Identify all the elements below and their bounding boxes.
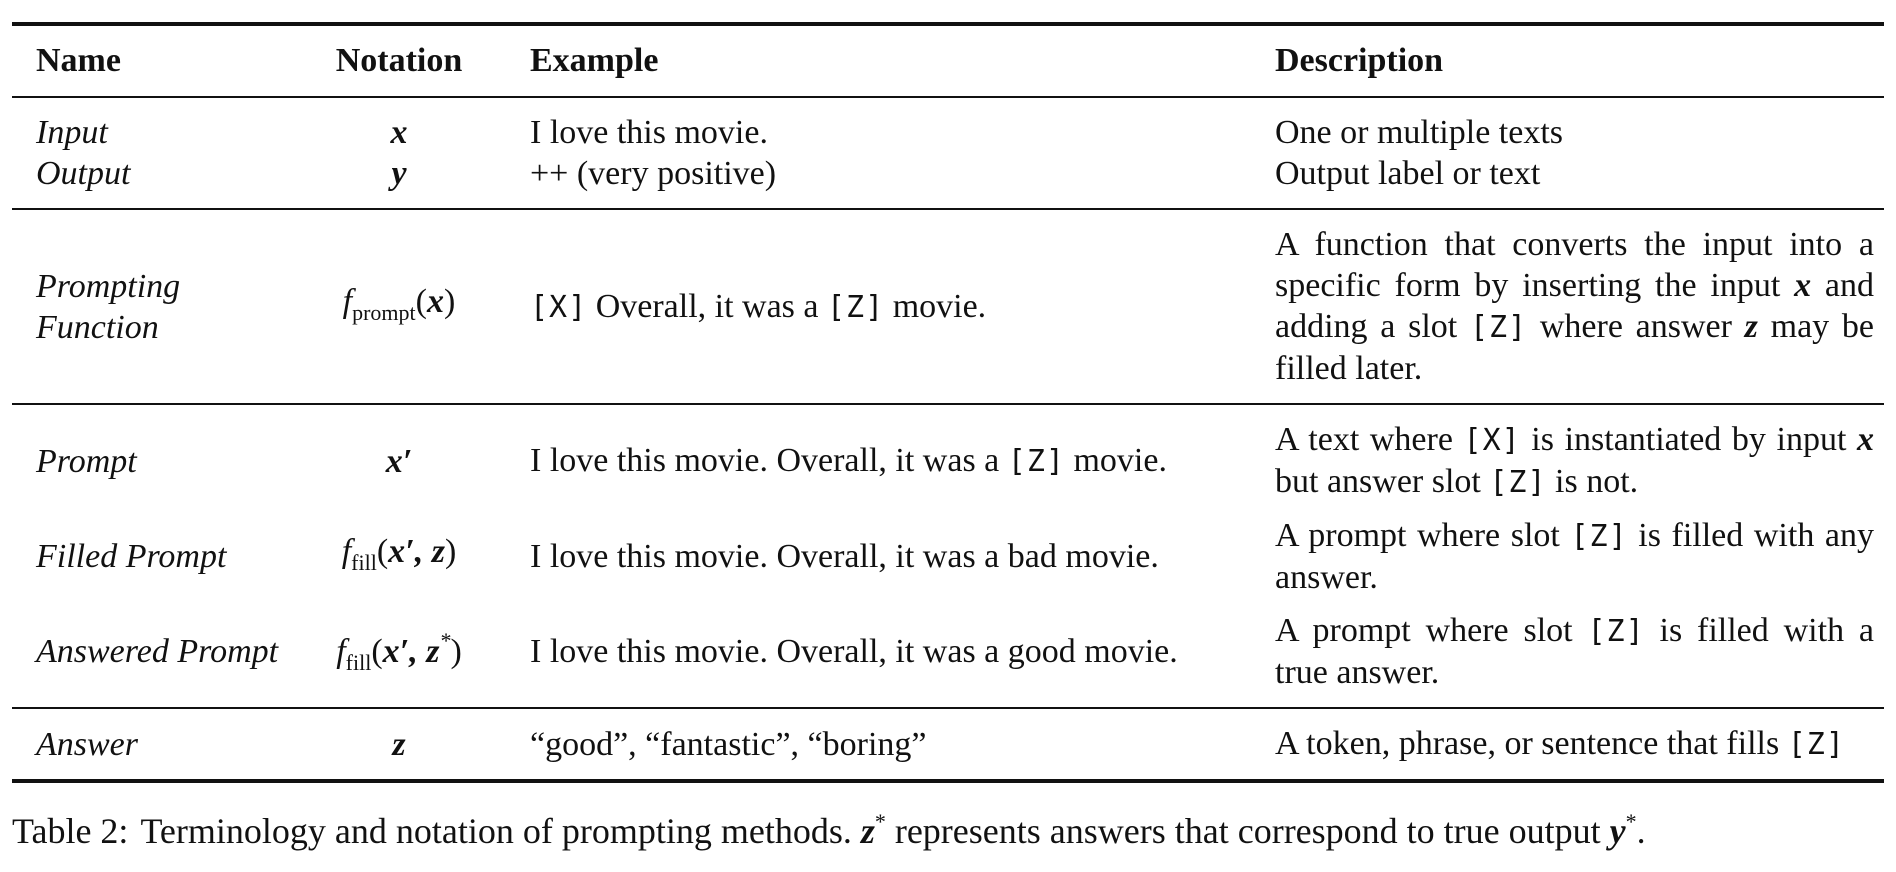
row-description: Output label or text [1275,155,1541,192]
notation-function: f [341,532,352,570]
caption-symbol-z: z [860,811,875,851]
row-example [506,404,1251,503]
row-description [1251,708,1884,781]
row-notation [292,598,506,708]
row-example: “good”, “fantastic”, “boring” [530,725,927,763]
row-notation: z [392,725,406,763]
desc-text: A prompt where slot [1275,517,1571,554]
desc-symbol-x: x [1857,421,1874,458]
slot-z: [Z] [1587,614,1645,649]
desc-symbol-z: z [1744,308,1758,345]
caption-text: Terminology and notation of prompting methods. [140,811,861,851]
desc-text: A prompt where slot [1275,612,1588,649]
table-row [12,97,1884,153]
row-description [1251,598,1884,708]
notation-args: x′, z [388,532,445,570]
caption-superscript: * [874,809,886,834]
row-example: I love this movie. [530,114,768,151]
slot-z: [Z] [1570,519,1628,554]
header-description: Description [1275,42,1444,79]
header-name: Name [36,42,121,79]
row-description: One or multiple texts [1275,114,1564,151]
desc-text: may be filled later. [1275,308,1874,387]
notation-close: ) [444,282,456,320]
row-name: Input [36,114,108,151]
row-name: Answer [36,725,138,763]
slot-z: [Z] [1469,310,1528,345]
row-description [1251,209,1884,404]
desc-text: is not. [1546,463,1639,500]
row-name: Prompt [36,442,137,480]
row-name: Prompting Function [36,267,181,346]
slot-z: [Z] [1787,727,1845,762]
header-example: Example [530,42,659,79]
notation-close: ) [450,633,462,670]
row-name: Output [36,155,131,192]
row-notation [292,209,506,404]
notation-args: x [427,282,444,320]
desc-text: but answer slot [1275,463,1490,500]
example-text: Overall, it was a [587,287,827,325]
table-row [12,153,1884,209]
row-example [506,209,1251,404]
desc-text: A token, phrase, or sentence that fills [1275,725,1788,762]
row-example: I love this movie. Overall, it was a bad movie. [530,538,1159,575]
desc-text: and adding a slot [1275,267,1874,345]
terminology-table [12,22,1884,783]
caption-superscript: * [1625,809,1637,834]
desc-text: A function that converts the input into a specific form by inserting the input [1275,226,1874,304]
row-description [1251,503,1884,598]
example-text: movie. [1064,442,1167,479]
slot-x: [X] [530,289,588,325]
table-row [12,404,1884,503]
notation-args: x′, z [382,633,440,670]
desc-text: is filled with a true answer. [1275,612,1875,691]
row-name: Filled Prompt [36,538,227,575]
caption-text: represents answers that correspond to true output [885,811,1610,851]
desc-text: is instantiated by input [1520,421,1857,458]
notation-subscript: fill [351,549,377,575]
notation-close: ) [444,532,457,570]
row-notation [292,503,506,598]
table-header [12,24,1884,97]
notation-open: ( [376,532,389,570]
slot-z: [Z] [1489,465,1547,500]
notation-function: f [336,633,346,670]
row-notation: y [391,155,407,192]
desc-text: A text where [1275,421,1464,458]
caption-symbol-y: y [1609,811,1626,851]
example-text: movie. [884,287,987,325]
slot-z: [Z] [827,289,885,325]
desc-text: where answer [1527,308,1745,345]
notation-open: ( [415,282,427,320]
row-description [1251,404,1884,503]
row-example: ++ (very positive) [530,155,777,192]
slot-z: [Z] [1007,444,1065,479]
terminology-table-wrapper [12,22,1884,783]
row-notation: x [390,114,408,151]
table-row [12,598,1884,708]
header-row [12,24,1884,97]
notation-subscript: fill [345,650,372,675]
row-name: Answered Prompt [36,633,279,670]
table-row [12,503,1884,598]
row-notation: x′ [385,442,413,480]
table-caption [12,800,1884,853]
notation-superscript: * [439,628,451,653]
table-body [12,97,1884,781]
example-text: I love this movie. Overall, it was a [530,442,1008,479]
table-row [12,708,1884,781]
caption-text: . [1636,811,1646,851]
header-notation: Notation [335,42,463,79]
notation-function: f [342,282,353,320]
slot-x: [X] [1463,423,1521,458]
row-example: I love this movie. Overall, it was a good movie. [530,633,1178,670]
table-row [12,209,1884,404]
caption-label: Table 2: [12,811,129,851]
notation-open: ( [371,633,383,670]
desc-symbol-x: x [1794,267,1812,304]
desc-text: is filled with any answer. [1275,517,1875,596]
notation-subscript: prompt [352,299,416,325]
